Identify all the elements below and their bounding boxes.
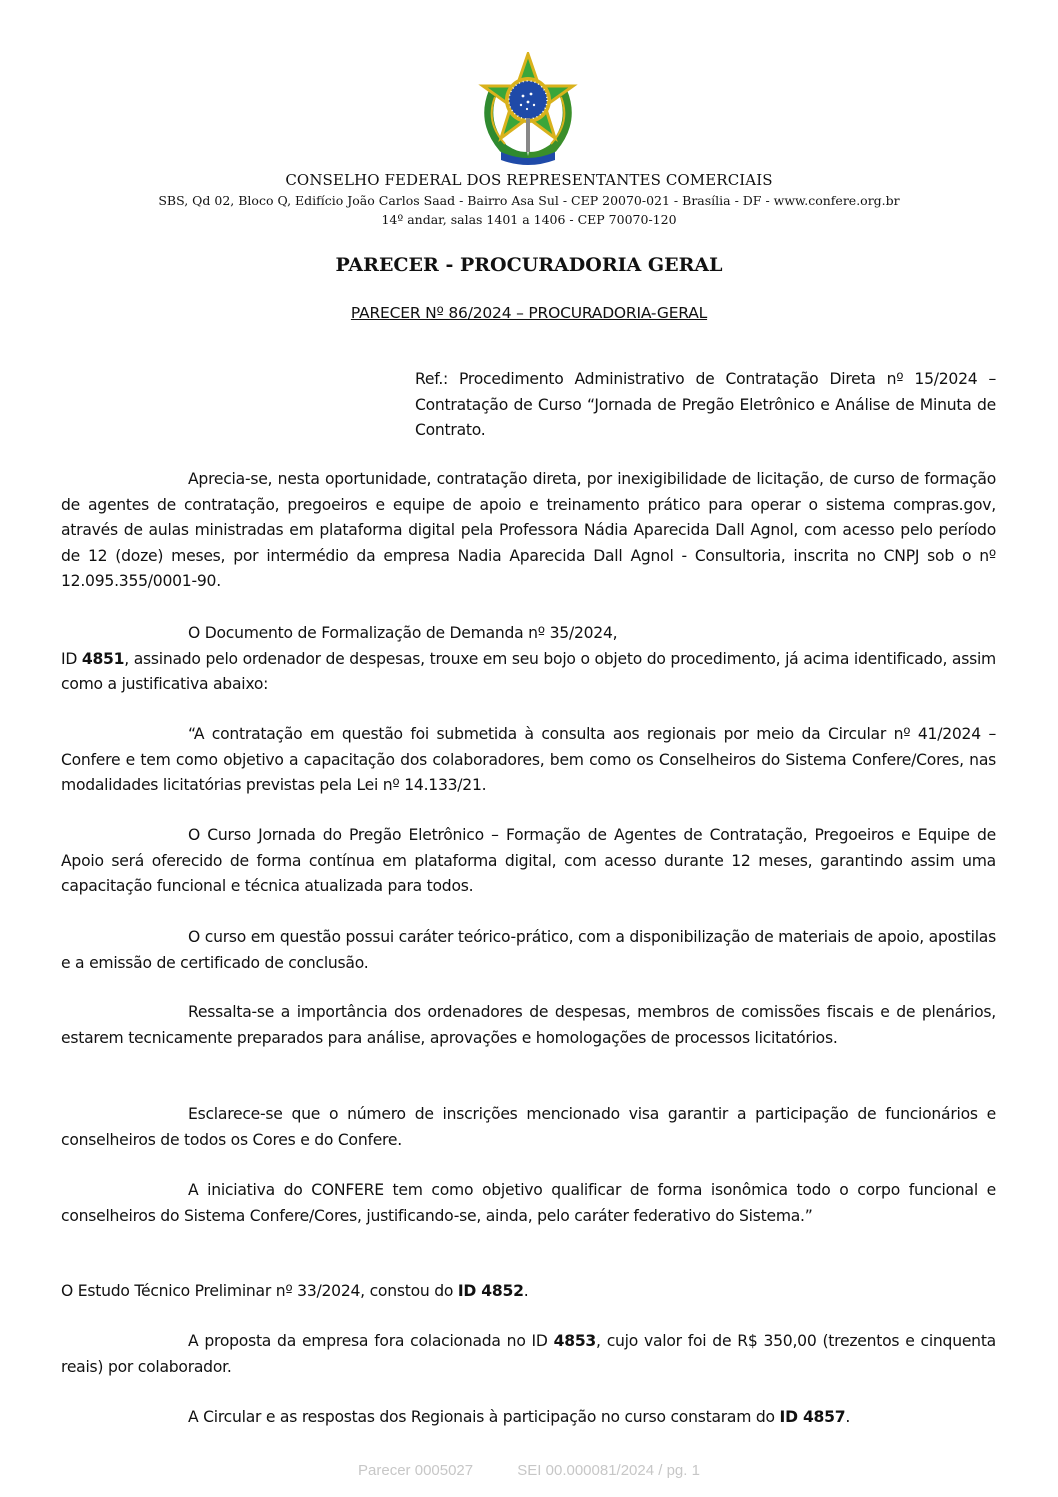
footer-process-page: SEI 00.000081/2024 / pg. 1 <box>517 1462 700 1479</box>
paragraph-6: Ressalta-se a importância dos ordenadores de despesas, membros de comissões fiscais e de plenários, estarem tecnicamente preparados para análise, aprovações e homologações de processos licitatórios. <box>61 1003 996 1047</box>
paragraph-3: “A contratação em questão foi submetida à consulta aos regionais por meio da Circular nº 41/2024 – Confere e tem como objetivo a capacitação dos colaboradores, bem como os Conselheiros do Sistema Confere/Cores, nas modalidades licitatórias previstas pela Lei nº 14.133/21. <box>61 725 996 794</box>
paragraph-11-text: A Circular e as respostas dos Regionais à participação no curso constaram do <box>188 1408 780 1426</box>
paragraph-2-rest: , assinado pelo ordenador de despesas, trouxe em seu bojo o objeto do procedimento, já acima identificado, assim como a justificativa abaixo: <box>61 649 996 693</box>
paragraph-2-body <box>61 647 996 698</box>
address-line-2: 14º andar, salas 1401 a 1406 - CEP 70070-120 <box>381 212 677 227</box>
paragraph-11-end: . <box>845 1408 851 1426</box>
id-4852: ID 4852 <box>457 1282 524 1300</box>
page-footer <box>0 1462 1058 1479</box>
paragraph-7: Esclarece-se que o número de inscrições mencionado visa garantir a participação de funcionários e conselheiros de todos os Cores e do Confere. <box>61 1105 996 1149</box>
address-line-1: SBS, Qd 02, Bloco Q, Edifício João Carlos Saad - Bairro Asa Sul - CEP 20070-021 - Brasília - DF - www.confere.org.br <box>158 193 900 208</box>
paragraph-5: O curso em questão possui caráter teórico-prático, com a disponibilização de materiais de apoio, apostilas e a emissão de certificado de conclusão. <box>61 928 996 972</box>
paragraph-2 <box>61 621 996 698</box>
id-4857: ID 4857 <box>779 1408 846 1426</box>
paragraph-8: A iniciativa do CONFERE tem como objetivo qualificar de forma isonômica todo o corpo funcional e conselheiros do Sistema Confere/Cores, justificando-se, ainda, pelo caráter federativo do Sistema.” <box>61 1181 996 1225</box>
paragraph-10-text: A proposta da empresa fora colacionada no ID <box>188 1332 554 1350</box>
parecer-number: PARECER Nº 86/2024 – PROCURADORIA-GERAL <box>350 304 708 322</box>
reference-block: Ref.: Procedimento Administrativo de Contratação Direta nº 15/2024 – Contratação de Curso “Jornada de Pregão Eletrônico e Análise de Minuta de Contrato. <box>415 370 996 439</box>
paragraph-2-line-1: O Documento de Formalização de Demanda nº 35/2024, <box>188 624 618 642</box>
id-4851: 4851 <box>81 649 125 668</box>
paragraph-4: O Curso Jornada do Pregão Eletrônico – Formação de Agentes de Contratação, Pregoeiros e Equipe de Apoio será oferecido de forma contínua em plataforma digital, com acesso durante 12 meses, garantindo assim uma capacitação funcional e técnica atualizada para todos. <box>61 826 996 895</box>
id-4853: 4853 <box>553 1332 597 1350</box>
document-title: PARECER - PROCURADORIA GERAL <box>335 254 723 276</box>
paragraph-1: Aprecia-se, nesta oportunidade, contratação direta, por inexigibilidade de licitação, de curso de formação de agentes de contratação, pregoeiros e equipe de apoio e treinamento prático para operar o sistema compras.gov, através de aulas ministradas em plataforma digital pela Professora Nádia Aparecida Dall Agnol, com acesso pelo período de 12 (doze) meses, por intermédio da empresa Nadia Aparecida Dall Agnol - Consultoria, inscrita no CNPJ sob o nº 12.095.355/0001-90. <box>61 470 996 590</box>
paragraph-10 <box>61 1329 996 1380</box>
paragraph-2-id-prefix: ID <box>61 649 82 668</box>
footer-document-id: Parecer 0005027 <box>358 1462 474 1479</box>
coat-of-arms-emblem <box>473 52 583 167</box>
paragraph-11 <box>61 1405 996 1431</box>
paragraph-9-text: O Estudo Técnico Preliminar nº 33/2024, constou do <box>61 1282 458 1300</box>
paragraph-9-end: . <box>523 1282 529 1300</box>
organization-name: CONSELHO FEDERAL DOS REPRESENTANTES COMERCIAIS <box>285 171 773 189</box>
paragraph-10-rest: , cujo valor foi de R$ 350,00 (trezentos e cinquenta reais) por colaborador. <box>61 1332 996 1376</box>
paragraph-9 <box>61 1279 996 1305</box>
